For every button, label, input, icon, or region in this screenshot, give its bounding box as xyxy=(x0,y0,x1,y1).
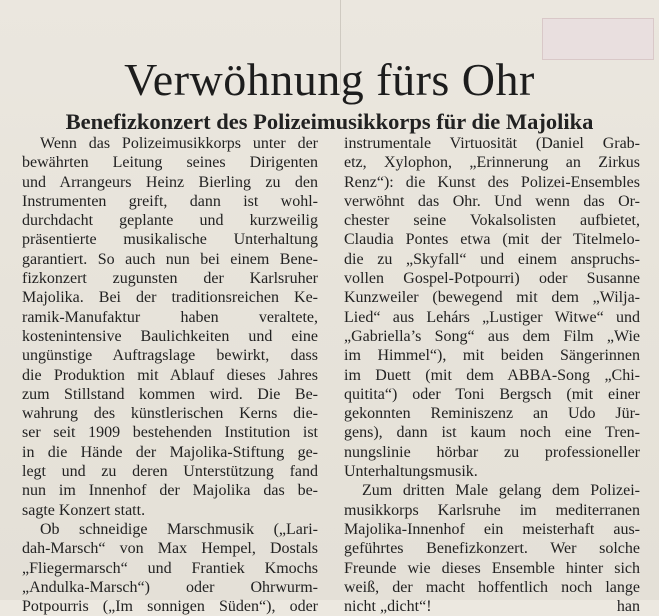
article-column-left xyxy=(22,134,318,616)
text-line: bewährten Leitung seines Dirigenten xyxy=(22,154,318,172)
text-line: Freunde wie dieses Ensemble hinter sich xyxy=(344,559,640,577)
text-line: Wenn das Polizeimusikkorps unter der xyxy=(40,135,318,152)
text-line: Kunzweiler (bewegend mit dem „Wilja- xyxy=(344,289,640,307)
text-line: Potpourris („Im sonnigen Süden“), oder xyxy=(22,598,318,616)
text-line: ramik-Manufaktur haben veraltete, xyxy=(22,308,318,326)
text-line: Ob schneidige Marschmusik („Lari- xyxy=(40,520,318,538)
text-line: dah-Marsch“ von Max Hempel, Dostals xyxy=(22,540,318,558)
text-line: sagte Konzert statt. xyxy=(22,501,146,519)
author-initials: han xyxy=(616,598,640,616)
text-line: im Duett (mit dem ABBA-Song „Chi- xyxy=(344,366,640,384)
text-line: Instrumenten greift, dann ist wohl- xyxy=(22,192,318,210)
text-line: Lied“ aus Lehárs „Lustiger Witwe“ und xyxy=(344,308,640,326)
text-line: in die Hände der Majolika-Stiftung ge- xyxy=(22,443,318,461)
text-line: chester seine Vokalsolisten aufbietet, xyxy=(344,212,640,230)
text-line: gekonnten Reminiszenz an Udo Jür- xyxy=(344,405,640,423)
text-line: die zu „Skyfall“ und einem anspruchs- xyxy=(344,250,640,268)
text-line: „Andulka-Marsch“) oder Ohrwurm- xyxy=(22,578,318,596)
article-headline: Verwöhnung fürs Ohr xyxy=(124,53,535,105)
text-line: garantiert. So auch nun bei einem Bene- xyxy=(22,250,318,268)
text-line: nungslinie hörbar zu professioneller xyxy=(344,443,640,461)
text-line: Zum dritten Male gelang dem Polizei- xyxy=(362,482,640,500)
text-line: kostenintensive Baulichkeiten und eine xyxy=(22,327,318,345)
text-line: musikkorps Karlsruhe im mediterranen xyxy=(344,501,640,519)
closing-text: nicht „dicht“! xyxy=(344,598,432,616)
right-column-lines xyxy=(344,134,640,597)
text-line: fizkonzert zugunsten der Karlsruher xyxy=(22,270,318,288)
text-line: geführtes Benefizkonzert. Wer solche xyxy=(344,540,640,558)
text-line: nun im Innenhof der Majolika das be- xyxy=(22,482,318,500)
text-line: ser seit 1909 bestehenden Institution ist xyxy=(22,424,318,442)
text-line: zum Stillstand kommen wird. Die Be- xyxy=(22,385,318,403)
text-line: gens), dann ist kaum noch eine Tren- xyxy=(344,424,640,442)
text-line: die Produktion mit Ablauf dieses Jahres xyxy=(22,366,318,384)
article-column-right xyxy=(344,134,640,616)
text-line: durchdacht geplante und kurzweilig xyxy=(22,212,318,230)
text-line: ungünstige Auftragslage bewirkt, dass xyxy=(22,347,318,365)
text-line: präsentierte musikalische Unterhaltung xyxy=(22,231,318,249)
text-line: Claudia Pontes etwa (mit der Titelmelo- xyxy=(344,231,640,249)
text-line: und Arrangeurs Heinz Bierling zu den xyxy=(22,173,318,191)
text-line: im Himmel“), mit beiden Sängerinnen xyxy=(344,347,640,365)
text-line: instrumentale Virtuosität (Daniel Grab- xyxy=(344,135,640,152)
text-line: legt und zu deren Unterstützung fand xyxy=(22,463,318,481)
text-line: weiß, der macht hoffentlich noch lange xyxy=(344,578,640,596)
article-subheadline: Benefizkonzert des Polizeimusikkorps für die Majolika xyxy=(65,108,594,134)
text-line: „Gabriella’s Song“ aus dem Film „Wie xyxy=(344,327,640,345)
text-line: verwöhnt das Ohr. Und wenn das Or- xyxy=(344,192,640,210)
text-line: vollen Gospel-Potpourri) oder Susanne xyxy=(344,270,640,288)
text-line: quitita“) oder Toni Bergsch (mit einer xyxy=(344,385,640,403)
text-line: Unterhaltungsmusik. xyxy=(344,463,478,481)
text-line: Renz“): die Kunst des Polizei-Ensembles xyxy=(344,173,640,191)
text-line: „Fliegermarsch“ und Frantiek Kmochs xyxy=(22,559,318,577)
text-line: wahrung des künstlerischen Kerns die- xyxy=(22,405,318,423)
text-line: Majolika. Bei der traditionsreichen Ke- xyxy=(22,289,318,307)
text-line: etz, Xylophon, „Erinnerung an Zirkus xyxy=(344,154,640,172)
text-line: Majolika-Innenhof ein meisterhaft aus- xyxy=(344,520,640,538)
